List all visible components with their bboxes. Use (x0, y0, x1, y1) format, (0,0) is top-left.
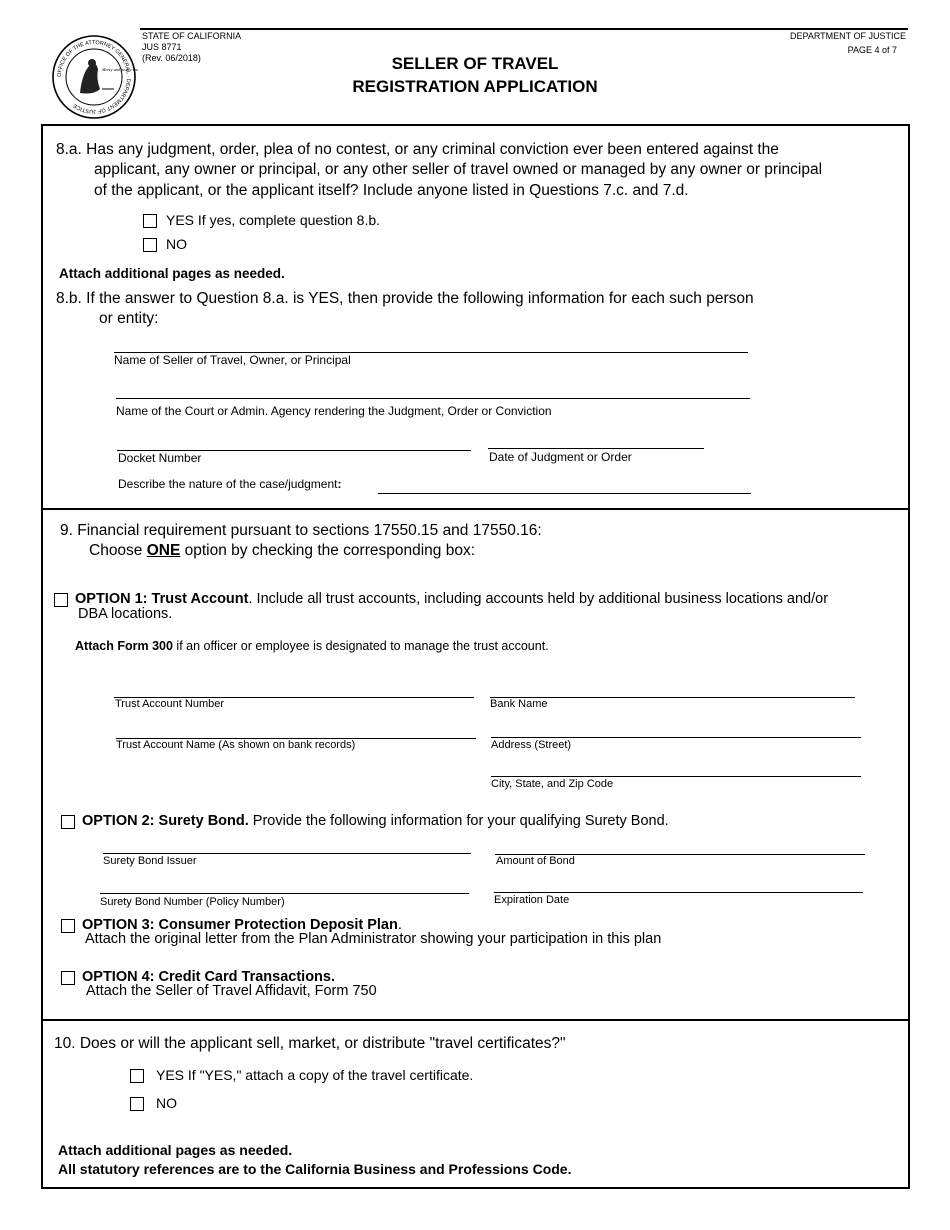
option1-checkbox[interactable] (54, 593, 68, 607)
q9-line2: Choose ONE option by checking the corresponding box: (89, 542, 476, 559)
state-label: STATE OF CALIFORNIA (142, 31, 242, 41)
option3-title: OPTION 3: Consumer Protection Deposit Plan. (82, 917, 402, 933)
seller-name-label: Name of Seller of Travel, Owner, or Principal (114, 353, 351, 367)
q8a-yes-checkbox[interactable] (143, 214, 157, 228)
department-label: DEPARTMENT OF JUSTICE (789, 31, 906, 41)
option4-text: Attach the Seller of Travel Affidavit, Form 750 (86, 983, 377, 999)
q9-line1: 9. Financial requirement pursuant to sections 17550.15 and 17550.16: (60, 522, 542, 539)
q8a-line1: 8.a. Has any judgment, order, plea of no contest, or any criminal conviction ever been entered against the (56, 141, 779, 158)
q8b-line1: 8.b. If the answer to Question 8.a. is YES, then provide the following information for each such person (56, 290, 754, 307)
section-divider-10 (41, 1019, 910, 1021)
expiration-date-field[interactable] (494, 892, 863, 893)
page-number: PAGE 4 of 7 (847, 45, 897, 55)
option3-checkbox[interactable] (61, 919, 75, 933)
q8a-attach-note: Attach additional pages as needed. (59, 266, 285, 281)
form-title-line2: REGISTRATION APPLICATION (352, 77, 598, 96)
option2-checkbox[interactable] (61, 815, 75, 829)
court-name-field[interactable] (116, 398, 750, 399)
surety-bond-issuer-label: Surety Bond Issuer (103, 855, 197, 867)
docket-number-label: Docket Number (118, 451, 202, 465)
form-body-border (41, 124, 910, 1189)
q8a-line2: applicant, any owner or principal, or any other seller of travel owned or managed by any owner or principal (94, 161, 823, 178)
seal (50, 33, 138, 121)
surety-bond-number-field[interactable] (100, 893, 469, 894)
option4-checkbox[interactable] (61, 971, 75, 985)
judgment-date-field[interactable] (488, 448, 704, 449)
q10-no-label: NO (156, 1095, 177, 1111)
court-name-label: Name of the Court or Admin. Agency rendering the Judgment, Order or Conviction (116, 404, 552, 418)
q10-yes-checkbox[interactable] (130, 1069, 144, 1083)
q10-no-checkbox[interactable] (130, 1097, 144, 1111)
option4-title: OPTION 4: Credit Card Transactions. (82, 969, 335, 985)
option2-text: OPTION 2: Surety Bond. Provide the following information for your qualifying Surety Bond. (82, 813, 669, 829)
statutory-note: All statutory references are to the California Business and Professions Code. (58, 1161, 572, 1177)
section-divider-9 (41, 508, 910, 510)
seal-ring-text: OFFICE OF THE ATTORNEY GENERAL · DEPARTMENT OF JUSTICE (56, 39, 132, 115)
seal-motto: Mercy and justice un (102, 67, 138, 72)
q8a-no-label: NO (166, 236, 187, 252)
option1-attach-note: Attach Form 300 if an officer or employee is designated to manage the trust account. (75, 639, 549, 653)
q10-attach-note: Attach additional pages as needed. (58, 1142, 293, 1158)
surety-bond-number-label: Surety Bond Number (Policy Number) (100, 896, 285, 908)
trust-account-name-label: Trust Account Name (As shown on bank records) (116, 739, 356, 751)
q8a-no-checkbox[interactable] (143, 238, 157, 252)
case-description-label: Describe the nature of the case/judgment: (118, 477, 342, 491)
option1-text: OPTION 1: Trust Account. Include all trust accounts, including accounts held by additional business locations and/or (75, 591, 829, 607)
address-street-label: Address (Street) (491, 739, 572, 751)
form-number: JUS 8771 (142, 42, 182, 52)
q10-yes-label: YES If "YES," attach a copy of the travel certificate. (156, 1067, 474, 1083)
city-state-zip-label: City, State, and Zip Code (491, 778, 614, 790)
form-revision: (Rev. 06/2018) (142, 53, 201, 63)
header-top-rule (140, 28, 908, 30)
judgment-date-label: Date of Judgment or Order (489, 450, 632, 464)
option1-text-line2: DBA locations. (78, 606, 173, 622)
bank-name-label: Bank Name (490, 698, 548, 710)
trust-account-number-label: Trust Account Number (115, 698, 225, 710)
q8a-line3: of the applicant, or the applicant itself? Include anyone listed in Questions 7.c. and 7.d. (94, 182, 689, 199)
q10-line1: 10. Does or will the applicant sell, market, or distribute "travel certificates?" (54, 1035, 566, 1052)
case-description-field[interactable] (378, 493, 751, 494)
form-title-line1: SELLER OF TRAVEL (391, 54, 559, 73)
address-street-field[interactable] (491, 737, 861, 738)
option3-text: Attach the original letter from the Plan Administrator showing your participation in this plan (85, 931, 662, 947)
expiration-date-label: Expiration Date (494, 894, 570, 906)
bond-amount-label: Amount of Bond (496, 855, 575, 867)
surety-bond-issuer-field[interactable] (103, 853, 471, 854)
city-state-zip-field[interactable] (491, 776, 861, 777)
q8a-yes-label: YES If yes, complete question 8.b. (166, 212, 381, 228)
q8b-line2: or entity: (99, 310, 159, 327)
